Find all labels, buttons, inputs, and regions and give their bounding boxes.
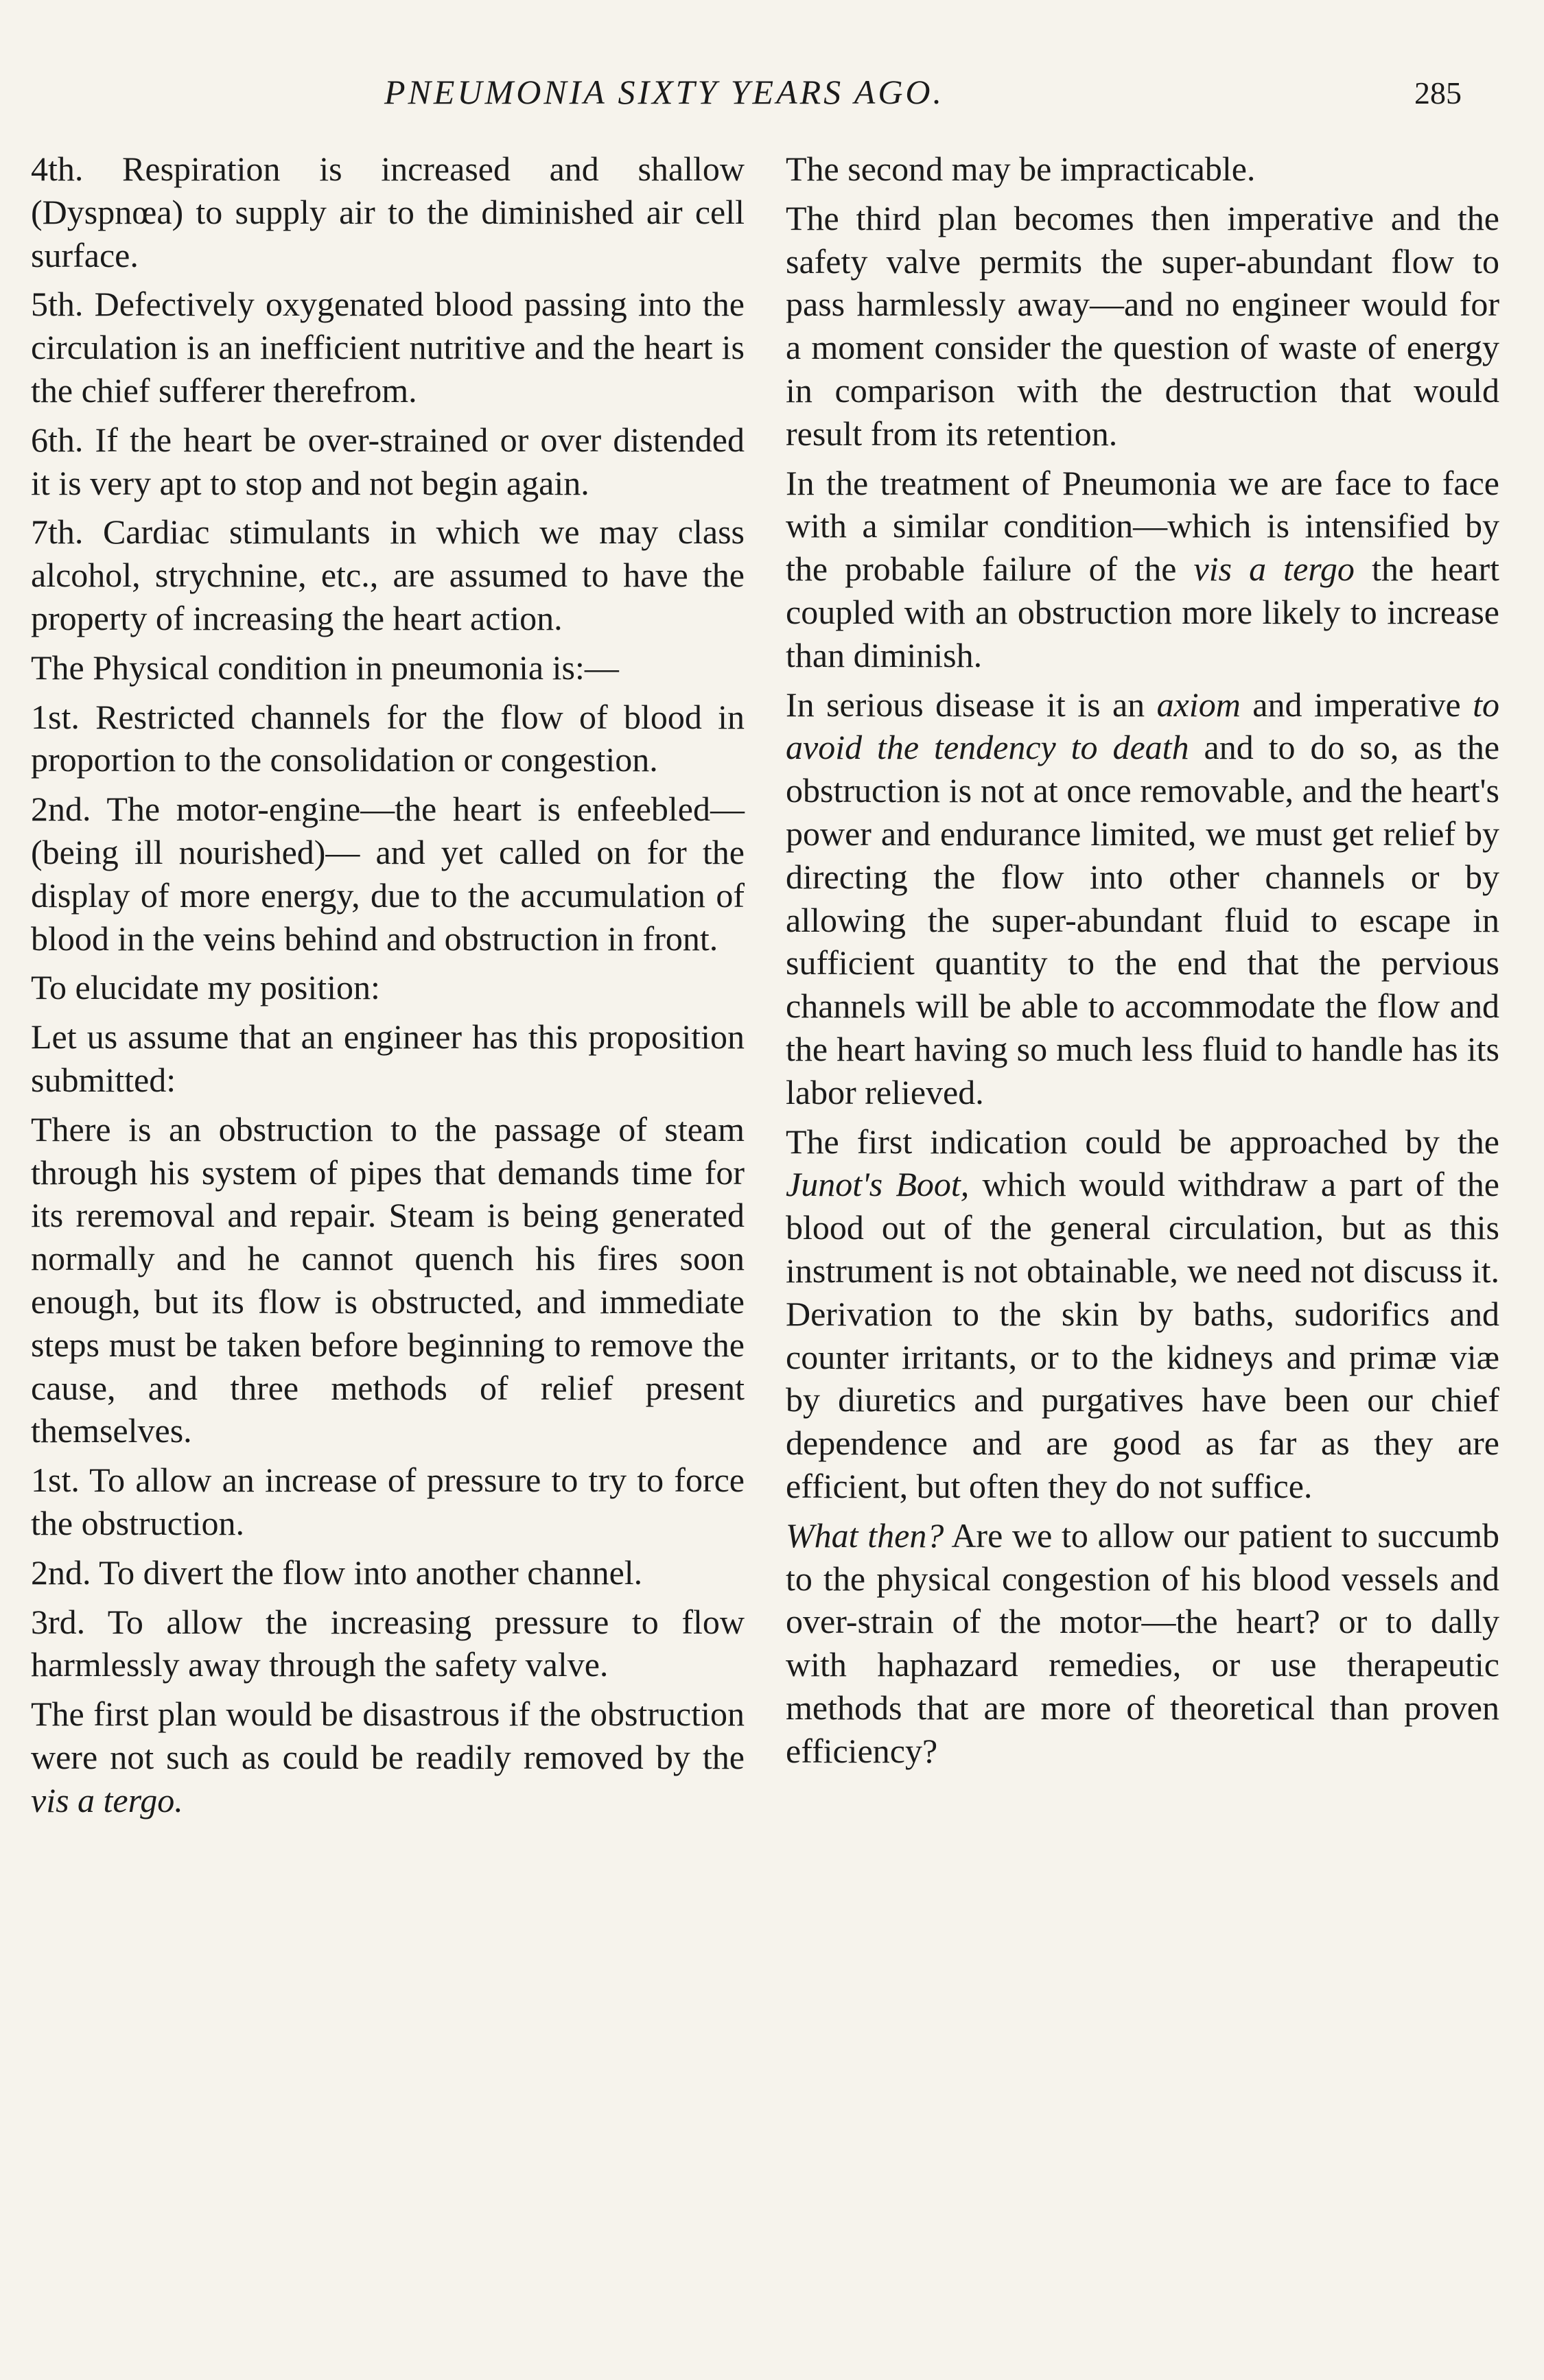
text-run: In the treatment of Pneumonia we are face to face with a similar condition—which is intensified by the probable failure of the [786, 463, 1499, 589]
paragraph: There is an obstruction to the passage of steam through his system of pipes that demands time for its reremoval and repair. Steam is being generated normally and he cannot quench his fires soon enough, but its flow is obstructed, and immediate steps must be taken before beginning to remove the cause, and three methods of relief present themselves. [31, 1109, 745, 1450]
paragraph: 2nd. The motor-engine—the heart is enfeebled—(being ill nourished)— and yet called on for the display of more energy, due to the accumulation of blood in the veins behind and obstruction in front. [31, 790, 745, 958]
paragraph: The second may be impracticable. [786, 150, 1256, 188]
text-run: and to do so, as the obstruction is not at once removable, and the heart's power and endurance limited, we must get relief by directing the flow into other channels or by allowing the super-abundant fluid to escape in sufficient quantity to the end that the pervious channels will be able to accommodate the flow and the heart having so much less fluid to handle has its labor relieved. [786, 728, 1500, 1111]
paragraph [31, 1693, 745, 1822]
paragraph: 1st. To allow an increase of pressure to try to force the obstruction. [31, 1461, 745, 1542]
right-column [786, 148, 1499, 1778]
paragraph: 5th. Defectively oxygenated blood passing into the circulation is an inefficient nutritive and the heart is the chief sufferer therefrom. [31, 285, 745, 410]
paragraph: 2nd. To divert the flow into another channel. [31, 1553, 643, 1592]
italic-text: vis a tergo. [31, 1780, 183, 1819]
paragraph: 6th. If the heart be over-strained or over distended it is very apt to stop and not begin again. [31, 420, 745, 502]
paragraph: 7th. Cardiac stimulants in which we may class alcohol, strychnine, etc., are assumed to have the property of increasing the heart action. [31, 512, 745, 637]
paragraph: To elucidate my position: [31, 968, 380, 1007]
paragraph [786, 462, 1499, 677]
paragraph: Let us assume that an engineer has this proposition submitted: [31, 1017, 745, 1099]
page-number: 285 [1414, 75, 1462, 110]
paragraph [786, 1120, 1499, 1508]
text-run: the heart coupled with an obstruction more likely to increase than diminish. [786, 550, 1500, 674]
paragraph: 4th. Respiration is increased and shallow (Dyspnœa) to supply air to the diminished air cell surface. [31, 150, 745, 274]
paragraph: The third plan becomes then imperative and the safety valve permits the super-abundant flow to pass harmlessly away—and no engineer would for a moment consider the question of waste of energy in comparison with the destruction that would result from its retention. [786, 198, 1499, 453]
text-run: and imperative [1252, 685, 1461, 724]
italic-text: to avoid the tendency to death [786, 685, 1500, 767]
italic-text: What then? [786, 1516, 944, 1555]
text-run: The first plan would be disastrous if the obstruction were not such as could be readily removed by the [31, 1695, 745, 1776]
running-header [0, 72, 1544, 127]
text-run: The first indication could be approached by the [786, 1122, 1499, 1161]
italic-text: Junot's Boot, [786, 1165, 970, 1204]
italic-text: vis a tergo [1193, 550, 1355, 589]
left-column [31, 148, 745, 1828]
paragraph: 1st. Restricted channels for the flow of blood in proportion to the consolidation or congestion. [31, 697, 745, 779]
paragraph [786, 683, 1499, 1114]
paragraph [786, 1514, 1499, 1773]
text-run: which would withdraw a part of the blood out of the general circulation, but as this instrument is not obtainable, we need not discuss it. Derivation to the skin by baths, sudorifics and counter irritants, or to the kidneys and primæ viæ by diuretics and purgatives have been our chief dependence and are good as far as they are efficient, but often they do not suffice. [786, 1165, 1499, 1505]
text-run: Are we to allow our patient to succumb to the physical congestion of his blood vessels and over-strain of the motor—the heart? or to dally with haphazard remedies, or use therapeutic methods that are more of theoretical than proven efficiency? [786, 1516, 1499, 1770]
running-title: PNEUMONIA SIXTY YEARS AGO. [384, 73, 945, 111]
paragraph: 3rd. To allow the increasing pressure to flow harmlessly away through the safety valve. [31, 1602, 745, 1684]
text-run: In serious disease it is an [786, 685, 1145, 724]
italic-text: axiom [1156, 685, 1241, 724]
paragraph: The Physical condition in pneumonia is:— [31, 648, 619, 687]
